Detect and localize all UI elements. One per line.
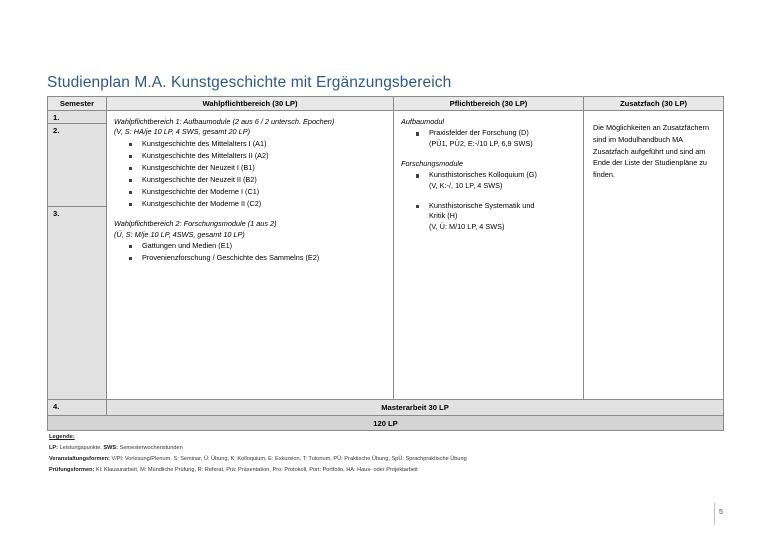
block-spacer bbox=[114, 211, 386, 219]
list-item: Kunstgeschichte der Moderne II (C2) bbox=[114, 199, 386, 210]
page-title: Studienplan M.A. Kunstgeschichte mit Ergänzungsbereich bbox=[47, 74, 452, 92]
list-item: Provenienzforschung / Geschichte des Sammelns (E2) bbox=[114, 253, 386, 264]
legend-line-veranstaltungsformen bbox=[49, 454, 739, 465]
list-item-label: Kunsthistorische Systematik und bbox=[429, 200, 535, 210]
wahlpflicht-2-list bbox=[114, 241, 386, 264]
legend-label-lp: LP: bbox=[49, 445, 59, 452]
table-row-total bbox=[48, 416, 724, 431]
legend-title: Legende: bbox=[49, 434, 75, 440]
list-item: Gattungen und Medien (E1) bbox=[114, 241, 386, 252]
list-item: Kunstgeschichte der Moderne I (C1) bbox=[114, 187, 386, 198]
column-header-wahlpflichtbereich: Wahlpflichtbereich (30 LP) bbox=[107, 97, 394, 111]
list-item-detail: (V, Ü: M/10 LP, 4 SWS) bbox=[429, 221, 505, 231]
list-item-detail: (V, K:-/, 10 LP, 4 SWS) bbox=[429, 180, 503, 190]
cell-zusatzfach: Die Möglichkeiten an Zusatzfächern sind im Modulhandbuch MA Zusatzfach aufgeführt und sind am Ende der Liste der Studienpläne zu finden. bbox=[584, 111, 724, 400]
pflicht-2-heading: Forschungsmodule bbox=[401, 159, 464, 169]
pflicht-1-heading: Aufbaumodul bbox=[401, 117, 445, 126]
legend-text-pruefungsformen: Kl: Klausurarbeit, M: Mündliche Prüfung, R: Referat, Prä: Präsentation, Pro: Protokoll, Port: Portfolio, HA: Haus- oder Projektarbeit bbox=[94, 467, 418, 474]
list-item-detail: (PÜ1, PÜ2, E:-/10 LP, 6,9 SWS) bbox=[429, 138, 533, 148]
semester-label-1: 1. bbox=[48, 111, 107, 124]
study-plan-table bbox=[47, 96, 724, 431]
semester-label-4: 4. bbox=[48, 400, 107, 416]
block-spacer bbox=[401, 151, 576, 159]
legend bbox=[49, 432, 739, 476]
list-item bbox=[401, 128, 576, 149]
legend-line-pruefungsformen bbox=[49, 465, 739, 476]
semester-label-2: 2. bbox=[48, 124, 107, 207]
footer-divider bbox=[714, 503, 715, 525]
legend-label-pruefungsformen: Prüfungsformen: bbox=[49, 467, 95, 474]
list-item-label: Kunsthistorisches Kolloquium (G) bbox=[429, 170, 537, 180]
pflicht-1-list bbox=[401, 128, 576, 149]
wahlpflicht-2-heading: Wahlpflichtbereich 2: Forschungsmodule (1 aus 2) bbox=[114, 219, 277, 229]
list-item bbox=[401, 170, 576, 191]
column-header-pflichtbereich: Pflichtbereich (30 LP) bbox=[394, 97, 584, 111]
table-row-semester-4 bbox=[48, 400, 724, 416]
legend-label-sws: SWS: bbox=[103, 445, 119, 452]
column-header-semester: Semester bbox=[48, 97, 107, 111]
wahlpflicht-1-heading: Wahlpflichtbereich 1: Aufbaumodule (2 aus 6 / 2 untersch. Epochen) bbox=[114, 117, 335, 126]
legend-line-abbreviations bbox=[49, 443, 739, 454]
pflicht-2-list bbox=[401, 170, 576, 232]
legend-text-sws: Semesterwochenstunden bbox=[118, 445, 183, 452]
column-header-zusatzfach: Zusatzfach (30 LP) bbox=[584, 97, 724, 111]
list-item-label: Praxisfelder der Forschung (D) bbox=[429, 128, 529, 138]
cell-pflichtbereich bbox=[394, 111, 584, 400]
semester-label-3: 3. bbox=[48, 207, 107, 400]
legend-label-veranstaltungsformen: Veranstaltungsformen: bbox=[49, 456, 110, 463]
cell-wahlpflichtbereich bbox=[107, 111, 394, 400]
masterarbeit-cell: Masterarbeit 30 LP bbox=[107, 400, 724, 416]
table-row-semester-1 bbox=[48, 111, 724, 124]
legend-text-veranstaltungsformen: V/Pl: Vorlesung/Plenum, S: Seminar, Ü: Übung, K: Kolloquium, E: Exkursion, T: Tutorium, PÜ: Praktische Übung, SpÜ: Sprachpraktische Übung bbox=[109, 456, 467, 463]
total-lp-cell: 120 LP bbox=[48, 416, 724, 431]
list-item: Kunstgeschichte des Mittelalters II (A2) bbox=[114, 151, 386, 162]
wahlpflicht-1-subheading: (V, S: HA/je 10 LP, 4 SWS, gesamt 20 LP) bbox=[114, 127, 251, 137]
list-item: Kunstgeschichte des Mittelalters I (A1) bbox=[114, 139, 386, 150]
wahlpflicht-2-subheading: (Ü, S: M/je 10 LP, 4SWS, gesamt 10 LP) bbox=[114, 229, 245, 239]
list-item: Kunstgeschichte der Neuzeit II (B2) bbox=[114, 175, 386, 186]
table-header-row bbox=[48, 97, 724, 111]
wahlpflicht-1-list bbox=[114, 139, 386, 210]
list-item: Kunstgeschichte der Neuzeit I (B1) bbox=[114, 163, 386, 174]
legend-text-lp: Leistungspunkte, bbox=[58, 445, 104, 452]
list-item-label-cont: Kritik (H) bbox=[429, 211, 458, 221]
page-number: 5 bbox=[719, 509, 723, 516]
list-item bbox=[401, 201, 576, 233]
